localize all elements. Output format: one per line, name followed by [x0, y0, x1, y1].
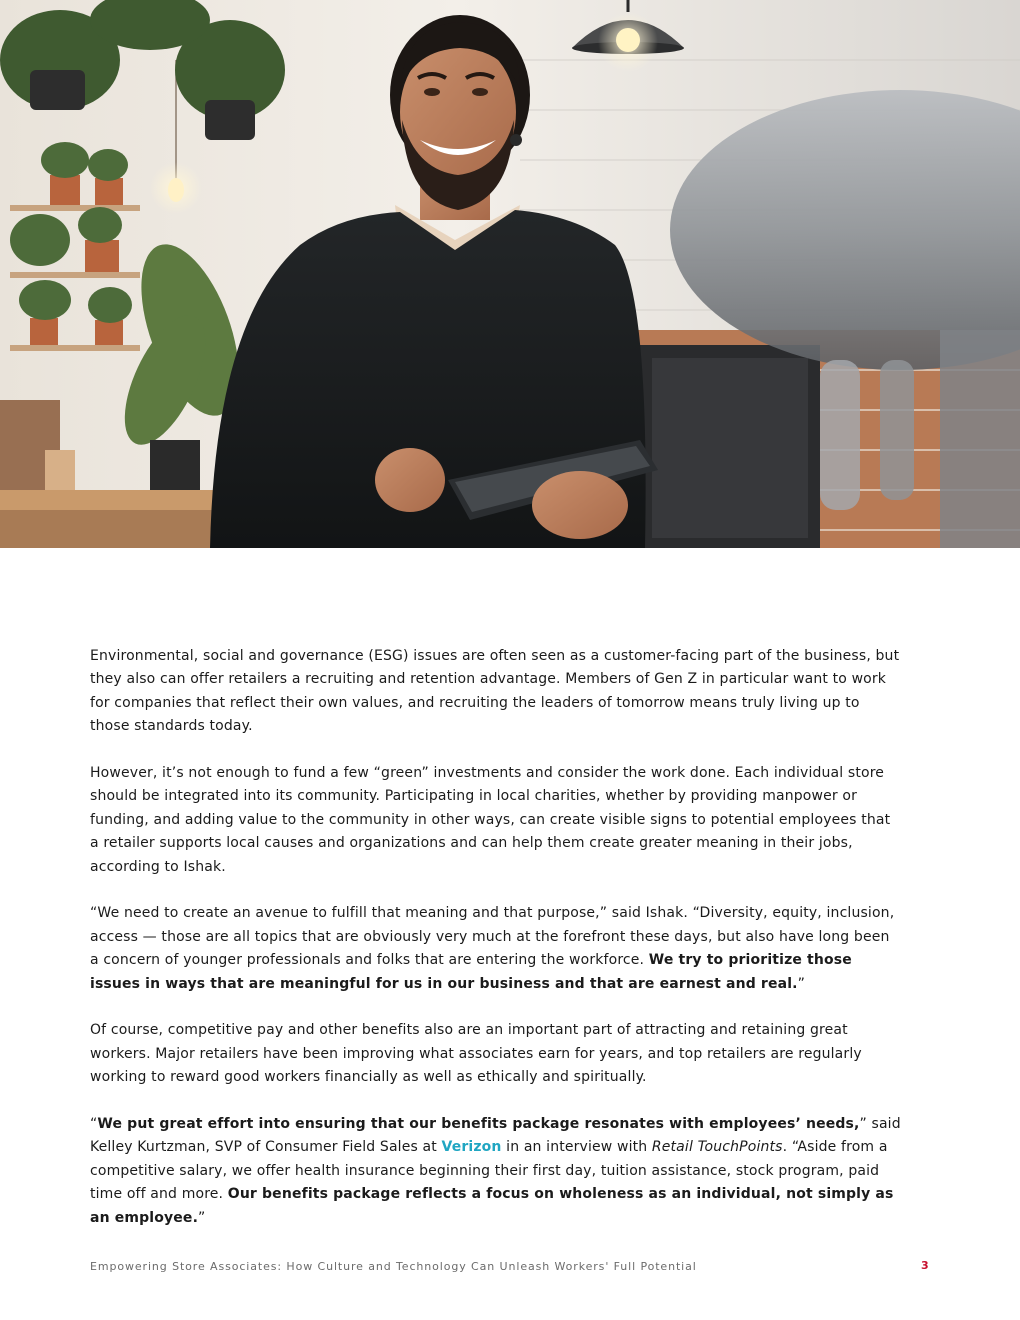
highlight-quote: We try to prioritize those issues in ways that are meaningful for us in our business and that are earnest and real.: [90, 952, 852, 992]
page-number: 3: [921, 1259, 929, 1272]
paragraph-esg: Environmental, social and governance (ESG) issues are often seen as a customer-facing part of the business, but they also can offer retailers a recruiting and retention advantage. Members of Gen Z in particular want to work for companies that reflect their own values, and recruiting the leaders of tomorrow means truly living up to those standards today.: [90, 648, 900, 735]
publication-name: Retail TouchPoints: [651, 1139, 783, 1156]
paragraph-kurtzman-quote: “We put great effort into ensuring that our benefits package resonates with employees’ needs,” said Kelley Kurtzman, SVP of Consumer Field Sales at Verizon in an interview with Retail TouchPoints. “Aside from a competitive salary, we offer health insurance beginning their first day, tuition assistance, stock program, paid time off and more. Our benefits package reflects a focus on wholeness as an individual, not simply as an employee.”: [90, 1116, 901, 1226]
paragraph-community: However, it’s not enough to fund a few “green” investments and consider the work done. Each individual store should be integrated into its community. Participating in local charities, whether by providing manpower or funding, and adding value to the community in other ways, can create visible signs to potential employees that a retailer supports local causes and organizations and can help them create greater meaning in their jobs, according to Ishak.: [90, 765, 891, 875]
hero-photo-icon: [0, 0, 1020, 548]
paragraph-competitive-pay: Of course, competitive pay and other benefits also are an important part of attracting and retaining great workers. Major retailers have been improving what associates earn for years, and top retailers are regularly working to reward good workers financially as well as ethically and spiritually.: [90, 1022, 862, 1086]
highlight-benefits-quote: We put great effort into ensuring that our benefits package resonates with employees’ needs,: [97, 1116, 860, 1133]
hero-photo: [0, 0, 1020, 548]
highlight-wholeness-quote: Our benefits package reflects a focus on wholeness as an individual, not simply as an employee.: [90, 1186, 894, 1226]
paragraph-ishak-quote: “We need to create an avenue to fulfill that meaning and that purpose,” said Ishak. “Diversity, equity, inclusion, access — those are all topics that are obviously very much at the forefront these days, but also have long been a concern of younger professionals and folks that are entering the workforce. We try to prioritize those issues in ways that are meaningful for us in our business and that are earnest and real.”: [90, 905, 895, 992]
article-body: [90, 645, 902, 1253]
footer-document-title: Empowering Store Associates: How Culture and Technology Can Unleash Workers' Full Potential: [90, 1260, 697, 1273]
verizon-link[interactable]: Verizon: [441, 1139, 502, 1156]
